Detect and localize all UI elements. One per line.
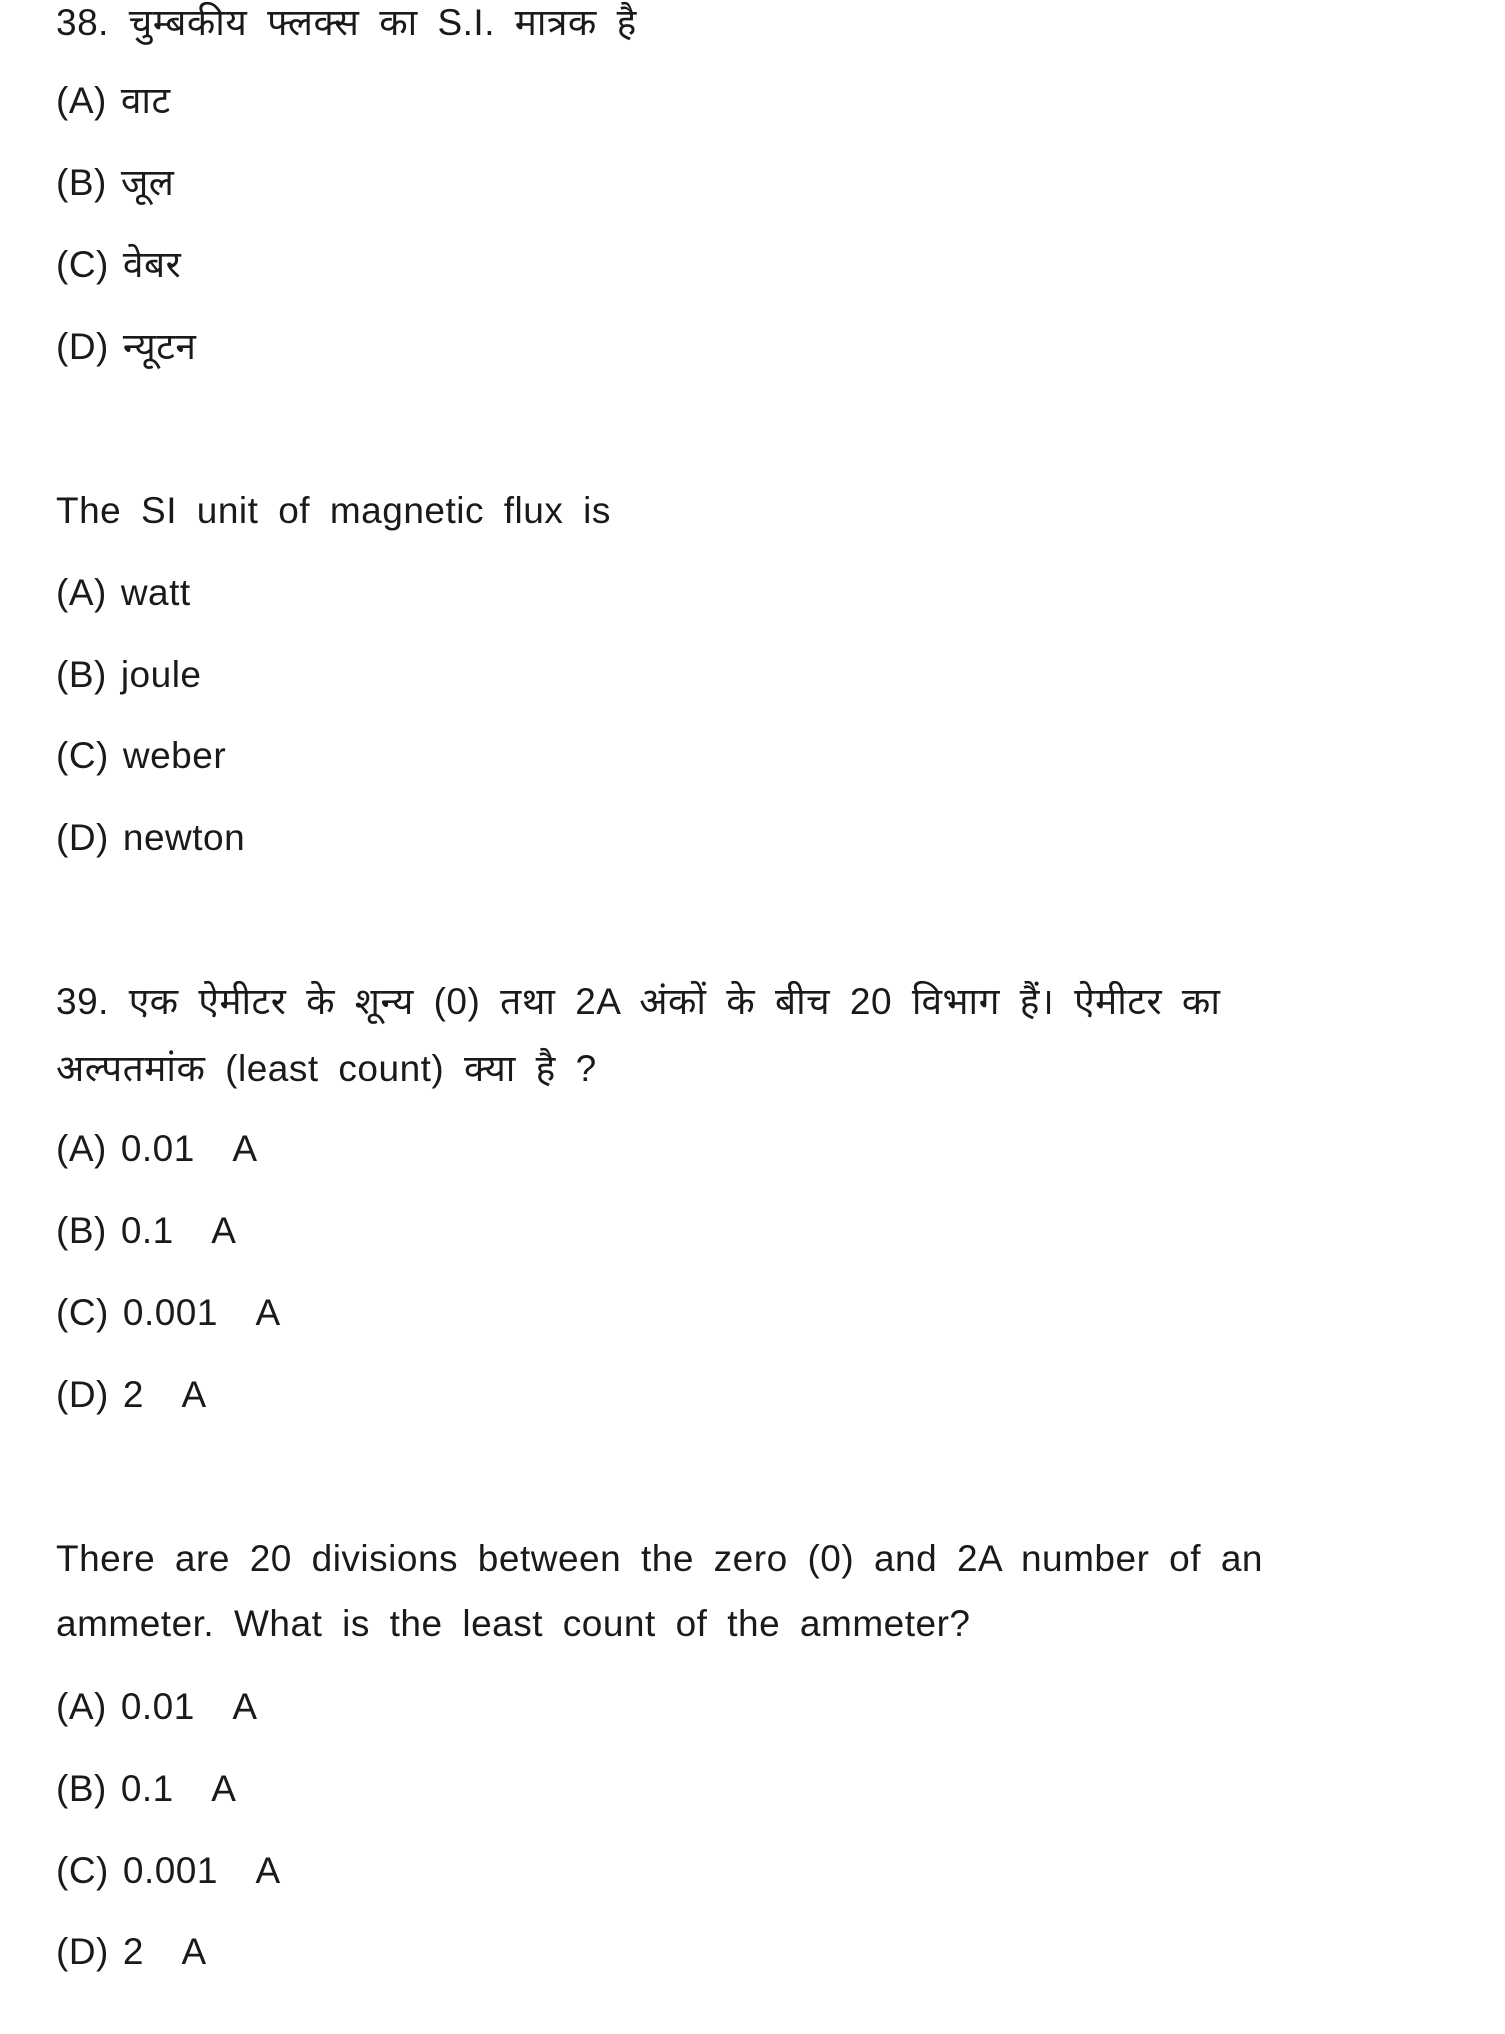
option-label: (C)	[56, 1850, 109, 1891]
option-label: (D)	[56, 1374, 109, 1415]
option-text: 0.001 A	[122, 1292, 281, 1333]
option-label: (B)	[56, 162, 107, 203]
option-label: (A)	[56, 80, 107, 121]
question-38-english-option	[56, 570, 191, 616]
option-label: (B)	[56, 1210, 107, 1251]
question-39-english-stem-line: There are 20 divisions between the zero (0) and 2A number of an	[56, 1538, 1263, 1579]
option-text: 2 A	[122, 1374, 207, 1415]
question-39-hindi-option	[56, 1208, 236, 1254]
question-38-english-stem-line: The SI unit of magnetic flux is	[56, 490, 611, 531]
question-39-hindi-option	[56, 1126, 258, 1172]
option-text: 0.1 A	[120, 1210, 237, 1251]
question-39-hindi-option	[56, 1290, 281, 1336]
question-38-hindi-option	[56, 324, 196, 370]
question-39-hindi-option	[56, 1372, 207, 1418]
question-38-hindi-option	[56, 160, 174, 206]
question-39-english-option	[56, 1929, 207, 1975]
option-text: वेबर	[122, 244, 182, 285]
option-label: (A)	[56, 572, 107, 613]
question-38-hindi-option	[56, 242, 181, 288]
question-39-english-option	[56, 1766, 236, 1812]
question-38-english-option	[56, 652, 202, 698]
option-label: (D)	[56, 1931, 109, 1972]
option-label: (C)	[56, 1292, 109, 1333]
option-label: (D)	[56, 326, 109, 367]
question-39-english-option	[56, 1684, 258, 1730]
option-label: (D)	[56, 817, 109, 858]
question-39-hindi-stem-line: 39. एक ऐमीटर के शून्य (0) तथा 2A अंकों के बीच 20 विभाग हैं। ऐमीटर का	[56, 981, 1221, 1022]
option-text: 0.01 A	[120, 1686, 258, 1727]
question-39-hindi-stem-line: अल्पतमांक (least count) क्या है ?	[56, 1048, 597, 1089]
question-38-english-option	[56, 733, 226, 779]
option-text: न्यूटन	[122, 326, 197, 367]
question-39-english-option	[56, 1848, 281, 1894]
question-38-hindi-option	[56, 78, 171, 124]
question-38-hindi-stem-line: 38. चुम्बकीय फ्लक्स का S.I. मात्रक है	[56, 2, 637, 43]
option-label: (C)	[56, 735, 109, 776]
question-38-english-option	[56, 815, 245, 861]
option-text: joule	[120, 654, 202, 695]
option-text: 0.001 A	[122, 1850, 281, 1891]
option-text: 2 A	[122, 1931, 207, 1972]
option-text: newton	[122, 817, 246, 858]
option-text: watt	[120, 572, 191, 613]
option-text: जूल	[120, 162, 175, 203]
question-39-english-stem-line: ammeter. What is the least count of the ammeter?	[56, 1603, 971, 1644]
option-text: 0.1 A	[120, 1768, 237, 1809]
option-label: (A)	[56, 1128, 107, 1169]
option-label: (B)	[56, 1768, 107, 1809]
option-text: weber	[122, 735, 227, 776]
option-text: वाट	[120, 80, 171, 121]
option-text: 0.01 A	[120, 1128, 258, 1169]
option-label: (A)	[56, 1686, 107, 1727]
option-label: (B)	[56, 654, 107, 695]
option-label: (C)	[56, 244, 109, 285]
